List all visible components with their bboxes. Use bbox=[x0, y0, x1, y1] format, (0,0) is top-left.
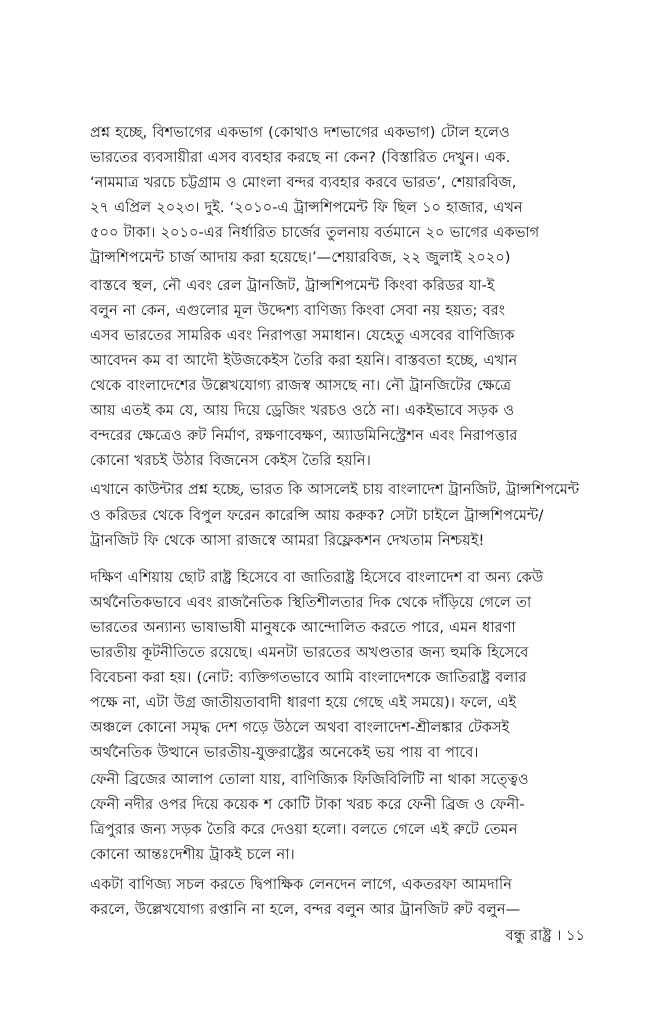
page-number: ১১ bbox=[566, 927, 585, 944]
paragraph-line: ফেনী নদীর ওপর দিয়ে কয়েক শ কোটি টাকা খরচ করে ফেনী ব্রিজ ও ফেনী- bbox=[90, 796, 525, 813]
paragraph-line: ২৭ এপ্রিল ২০২৩। দুই. ‘২০১০-এ ট্রান্সশিপমেন্ট ফি ছিল ১০ হাজার, এখন bbox=[90, 199, 523, 216]
paragraph-line: ভারতের অন্যান্য ভাষাভাষী মানুষকে আন্দোলিত করতে পারে, এমন ধারণা bbox=[90, 619, 516, 636]
running-title: বন্ধু রাষ্ট্র bbox=[505, 927, 552, 944]
paragraph-line: পক্ষে না, এটা উগ্র জাতীয়তাবাদী ধারণা হয়ে গেছে এই সময়ে)। ফলে, এই bbox=[90, 694, 517, 711]
paragraph-line: ও করিডর থেকে বিপুল ফরেন কারেন্সি আয় করুক? সেটা চাইলে ট্রান্সশিপমেন্ট/ bbox=[90, 507, 544, 524]
paragraph-line: এসব ভারতের সামরিক এবং নিরাপত্তা সমাধান। যেহেতু এসবের বাণিজ্যিক bbox=[90, 327, 515, 344]
paragraph-line: এখানে কাউন্টার প্রশ্ন হচ্ছে, ভারত কি আসলেই চায় বাংলাদেশ ট্রানজিট, ট্রান্সশিপমেন্ট bbox=[90, 482, 580, 498]
paragraph-line: ‘নামমাত্র খরচে চট্টগ্রাম ও মোংলা বন্দর ব্যবহার করবে ভারত’, শেয়ারবিজ, bbox=[90, 174, 517, 191]
paragraph-line: বন্দরের ক্ষেত্রেও রুট নির্মাণ, রক্ষণাবেক্ষণ, অ্যাডমিনিস্ট্রেশন এবং নিরাপত্তার bbox=[90, 427, 518, 444]
paragraph-line: আবেদন কম বা আদৌ ইউজকেইস তৈরি করা হয়নি। বাস্তবতা হচ্ছে, এখান bbox=[90, 352, 518, 369]
paragraph-line: বাস্তবে স্থল, নৌ এবং রেল ট্রানজিট, ট্রান্সশিপমেন্ট কিংবা করিডর যা-ই bbox=[90, 277, 495, 294]
paragraph-2 bbox=[90, 273, 585, 473]
paragraph-line: দক্ষিণ এশিয়ায় ছোট রাষ্ট্র হিসেবে বা জাতিরাষ্ট্র হিসেবে বাংলাদেশ বা অন্য কেউ bbox=[90, 569, 544, 586]
paragraph-line: অর্থনৈতিক উত্থানে ভারতীয়-যুক্তরাষ্ট্রের অনেকেই ভয় পায় বা পাবে। bbox=[90, 744, 479, 761]
paragraph-line: ট্রান্সশিপমেন্ট চার্জ আদায় করা হয়েছে।’—শেয়ারবিজ, ২২ জুলাই ২০২০) bbox=[90, 249, 511, 266]
paragraph-line: ট্রানজিট ফি থেকে আসা রাজস্বে আমরা রিফ্লেকশন দেখতাম নিশ্চয়ই! bbox=[90, 532, 485, 549]
paragraph-line: থেকে বাংলাদেশের উল্লেখযোগ্য রাজস্ব আসছে না। নৌ ট্রানজিটের ক্ষেত্রে bbox=[90, 377, 512, 394]
paragraph-line: একটা বাণিজ্য সচল করতে দ্বিপাক্ষিক লেনদেন লাগে, একতরফা আমদানি bbox=[90, 876, 512, 893]
paragraph-line: বলুন না কেন, এগুলোর মূল উদ্দেশ্য বাণিজ্য কিংবা সেবা নয় হয়ত; বরং bbox=[90, 302, 506, 319]
paragraph-1 bbox=[90, 120, 585, 270]
paragraph-line: করলে, উল্লেখযোগ্য রপ্তানি না হলে, বন্দর বলুন আর ট্রানজিট রুট বলুন— bbox=[90, 901, 521, 918]
paragraph-line: অঞ্চলে কোনো সমৃদ্ধ দেশ গড়ে উঠলে অথবা বাংলাদেশ-শ্রীলঙ্কার টেকসই bbox=[90, 719, 510, 736]
paragraph-line: ৫০০ টাকা। ২০১০-এর নির্ধারিত চার্জের তুলনায় বর্তমানে ২০ ভাগের একভাগ bbox=[90, 224, 540, 241]
paragraph-line: কোনো খরচই উঠার বিজনেস কেইস তৈরি হয়নি। bbox=[90, 452, 371, 469]
footer-separator: । bbox=[556, 927, 562, 944]
paragraph-line: অর্থনৈতিকভাবে এবং রাজনৈতিক স্থিতিশীলতার দিক থেকে দাঁড়িয়ে গেলে তা bbox=[90, 594, 532, 611]
paragraph-line: প্রশ্ন হচ্ছে, বিশভাগের একভাগ (কোথাও দশভাগের একভাগ) টোল হলেও bbox=[90, 124, 510, 141]
page-footer bbox=[506, 925, 585, 947]
paragraph-4 bbox=[90, 565, 585, 765]
paragraph-line: ভারতের ব্যবসায়ীরা এসব ব্যবহার করছে না কেন? (বিস্তারিত দেখুন। এক. bbox=[90, 149, 511, 166]
paragraph-line: ফেনী ব্রিজের আলাপ তোলা যায়, বাণিজ্যিক ফিজিবিলিটি না থাকা সত্ত্বেও bbox=[90, 771, 529, 788]
paragraph-line: বিবেচনা করা হয়। (নোট: ব্যক্তিগতভাবে আমি বাংলাদেশকে জাতিরাষ্ট্র বলার bbox=[90, 669, 527, 686]
paragraph-3 bbox=[90, 478, 585, 553]
paragraph-line: আয় এতই কম যে, আয় দিয়ে ড্রেজিং খরচও ওঠে না। একইভাবে সড়ক ও bbox=[90, 402, 515, 419]
paragraph-line: ভারতীয় কূটনীতিতে রয়েছে। এমনটা ভারতের অখণ্ডতার জন্য হুমকি হিসেবে bbox=[90, 644, 529, 661]
paragraph-line: কোনো আন্তঃদেশীয় ট্রাকই চলে না। bbox=[90, 846, 295, 863]
paragraph-5 bbox=[90, 767, 585, 867]
paragraph-6 bbox=[90, 872, 585, 922]
paragraph-line: ত্রিপুরার জন্য সড়ক তৈরি করে দেওয়া হলো। বলতে গেলে এই রুটে তেমন bbox=[90, 821, 518, 838]
